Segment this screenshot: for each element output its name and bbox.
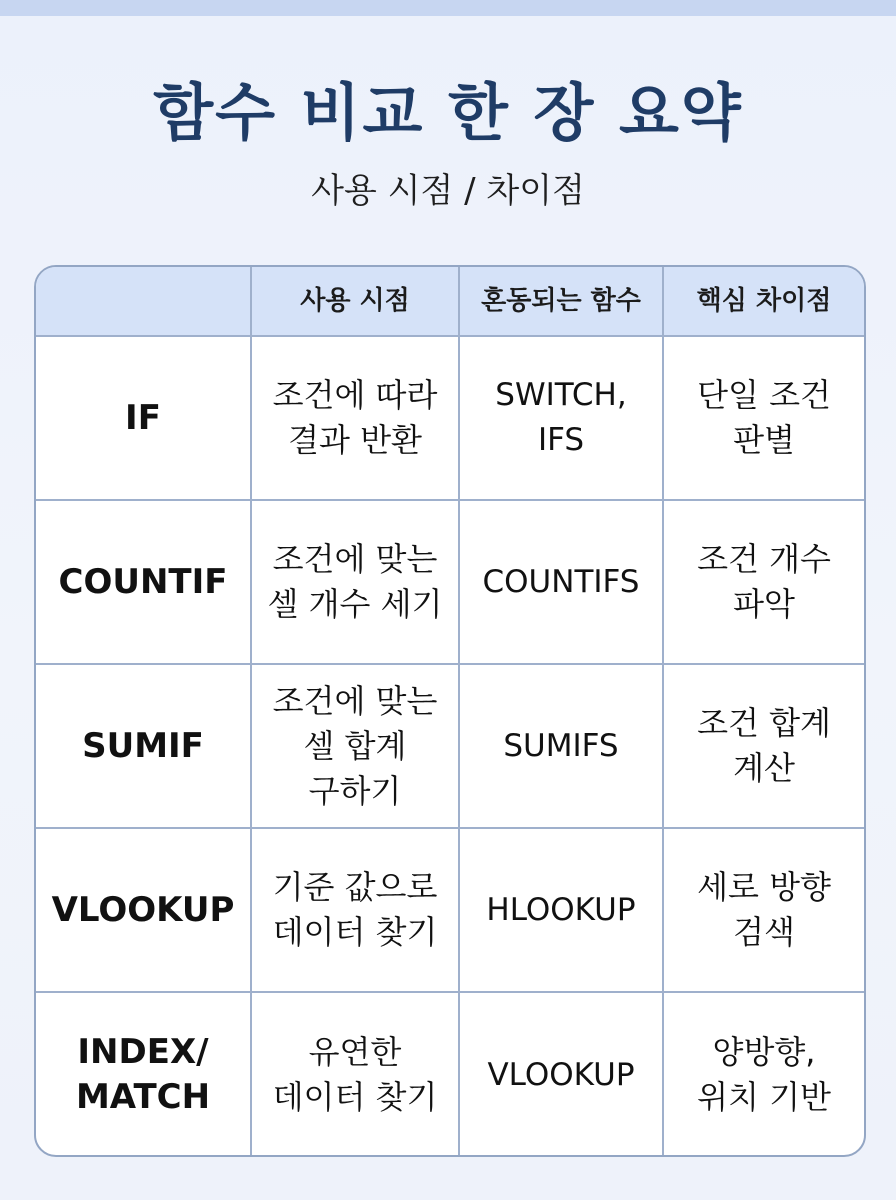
row-confused-function: COUNTIFS [460, 501, 664, 665]
row-function-name: VLOOKUP [36, 829, 252, 993]
page-title: 함수 비교 한 장 요약 [153, 76, 743, 149]
row-when-to-use: 조건에 맞는 셀 개수 세기 [252, 501, 460, 665]
row-when-to-use: 유연한 데이터 찾기 [252, 993, 460, 1157]
row-confused-function: SUMIFS [460, 665, 664, 829]
row-when-to-use: 조건에 맞는 셀 합계 구하기 [252, 665, 460, 829]
top-accent-bar [0, 0, 896, 16]
row-function-name: SUMIF [36, 665, 252, 829]
header-corner-cell [36, 267, 252, 337]
row-key-difference: 양방향, 위치 기반 [697, 1033, 831, 1116]
comparison-grid [36, 267, 864, 1155]
row-when-to-use: 기준 값으로 데이터 찾기 [252, 829, 460, 993]
row-key-difference: 세로 방향 검색 [664, 829, 864, 993]
row-confused-function: SWITCH, IFS [460, 337, 664, 501]
header-when-to-use: 사용 시점 [252, 267, 460, 337]
header-key-difference: 핵심 차이점 [664, 267, 864, 337]
row-function-name: INDEX/ MATCH [36, 993, 252, 1157]
row-confused-function: HLOOKUP [460, 829, 664, 993]
row-key-difference: 조건 개수 파악 [664, 501, 864, 665]
comparison-table [34, 265, 866, 1157]
row-key-difference: 조건 합계 계산 [664, 665, 864, 829]
row-confused-function: VLOOKUP [460, 993, 664, 1157]
page-subtitle: 사용 시점 / 차이점 [311, 171, 585, 211]
row-when-to-use: 조건에 따라 결과 반환 [252, 337, 460, 501]
row-function-name: COUNTIF [36, 501, 252, 665]
row-key-difference: 단일 조건 판별 [664, 337, 864, 501]
header-confused-function: 혼동되는 함수 [460, 267, 664, 337]
row-function-name: IF [36, 337, 252, 501]
